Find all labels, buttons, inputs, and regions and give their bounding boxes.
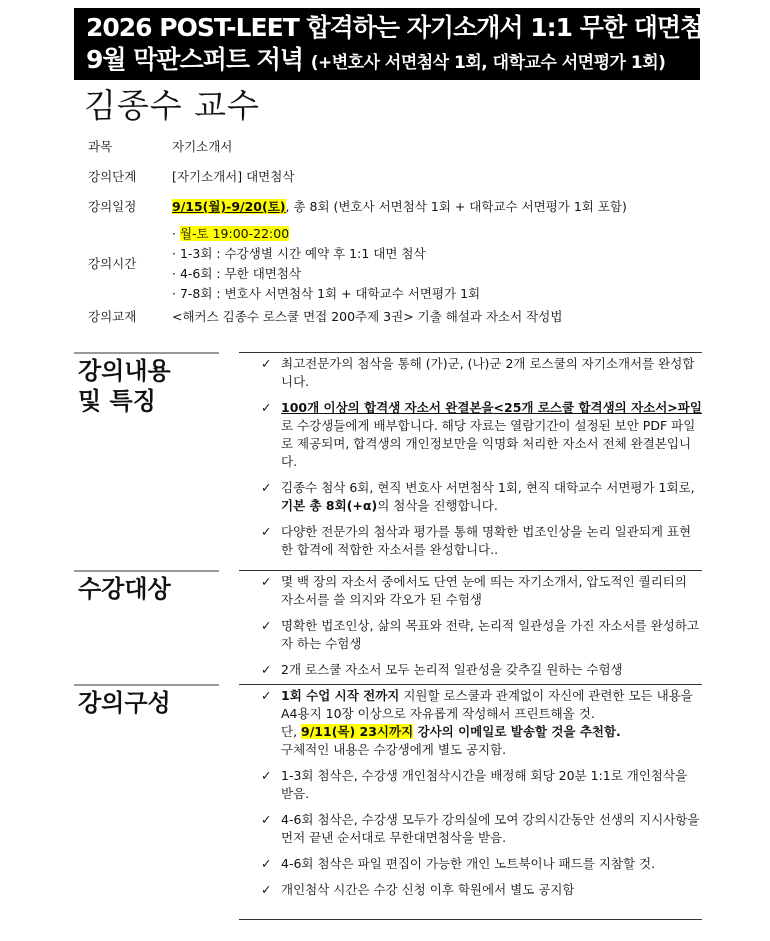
- professor-name: 김종수 교수: [84, 86, 260, 125]
- time-value: [172, 224, 708, 304]
- banner-line-1: 2026 POST-LEET 합격하는 자기소개서 1:1 무한 대면첨삭: [86, 13, 727, 42]
- list-item: ✓ 다양한 전문가의 첨삭과 평가를 통해 명확한 법조인상을 논리 일관되게 표현한 합격에 적합한 자소서를 완성합니다..: [261, 524, 692, 557]
- list-item: ✓ 100개 이상의 합격생 자소서 완결본을<25개 로스쿨 합격생의 자소서>파일로 수강생들에게 배부합니다. 해당 자료는 열람기간이 설정된 보안 PDF 파일로 제공되며, 합격생의 개인정보만을 익명화 처리한 자소서 전체 완결본입니다.: [261, 400, 702, 469]
- schedule-detail: , 총 8회 (변호사 서면첨삭 1회 + 대학교수 서면평가 1회 포함): [285, 199, 627, 214]
- list-item: ✓ 1회 수업 시작 전까지 지원할 로스쿨과 관계없이 자신에 관련한 모든 내용을 A4용지 10장 이상으로 자유롭게 작성해서 프린트해올 것. 단, 9/11(목) 23시까지 강사의 이메일로 발송할 것을 추천함. 구체적인 내용은 수강생에게 별도 공지함.: [261, 688, 693, 757]
- list-item: ✓ 4-6회 첨삭은, 수강생 모두가 강의실에 모여 강의시간동안 선생의 지시사항을 먼저 끝낸 순서대로 무한대면첨삭을 받음.: [261, 812, 700, 845]
- banner-line-2-main: 9월 막판스퍼트 저녁: [86, 45, 311, 74]
- list-item: ✓ 몇 백 장의 자소서 중에서도 단연 눈에 띄는 자기소개서, 압도적인 퀄리티의 자소서를 쓸 의지와 각오가 된 수험생: [261, 574, 687, 607]
- book-label: 강의교재: [88, 309, 137, 324]
- book-value: <해커스 김종수 로스쿨 면접 200주제 3권> 기출 해설과 자소서 작성법: [172, 309, 563, 324]
- schedule-value: [172, 192, 708, 222]
- course-info: [88, 132, 708, 330]
- list-item: ✓ 개인첨삭 시간은 수강 신청 이후 학원에서 별도 공지함: [261, 882, 575, 897]
- section-structure-body: [239, 684, 702, 907]
- time-line-3: · 4-6회 : 무한 대면첨삭: [172, 266, 302, 281]
- time-line-2: · 1-3회 : 수강생별 시간 예약 후 1:1 대면 첨삭: [172, 246, 426, 261]
- list-item: ✓ 최고전문가의 첨삭을 통해 (가)군, (나)군 2개 로스쿨의 자기소개서를 완성합니다.: [261, 356, 695, 389]
- time-line-1: · 월-토 19:00-22:00: [172, 226, 290, 241]
- subject-label: 과목: [88, 139, 113, 154]
- banner-line-2: [86, 44, 700, 79]
- section-content-title: 강의내용 및 특징: [74, 352, 219, 416]
- stage-value: [자기소개서] 대면첨삭: [172, 169, 295, 184]
- subject-value: 자기소개서: [172, 139, 233, 154]
- bottom-divider: [239, 919, 702, 920]
- schedule-label: 강의일정: [88, 199, 137, 214]
- section-content-body: [239, 352, 702, 567]
- stage-label: 강의단계: [88, 169, 137, 184]
- time-line-4: · 7-8회 : 변호사 서면첨삭 1회 + 대학교수 서면평가 1회: [172, 286, 481, 301]
- time-label: 강의시간: [88, 256, 137, 271]
- list-item: ✓ 2개 로스쿨 자소서 모두 논리적 일관성을 갖추길 원하는 수험생: [261, 662, 623, 677]
- list-item: ✓ 1-3회 첨삭은, 수강생 개인첨삭시간을 배정해 회당 20분 1:1로 개인첨삭을 받음.: [261, 768, 688, 801]
- list-item: ✓ 김종수 첨삭 6회, 현직 변호사 서면첨삭 1회, 현직 대학교수 서면평가 1회로, 기본 총 8회(+α)의 첨삭을 진행합니다.: [261, 480, 695, 513]
- list-item: ✓ 명확한 법조인상, 삶의 목표와 전략, 논리적 일관성을 가진 자소서를 완성하고자 하는 수험생: [261, 618, 700, 651]
- section-structure-title: 강의구성: [74, 684, 219, 718]
- schedule-dates: 9/15(월)-9/20(토): [172, 199, 286, 214]
- section-target-body: [239, 570, 702, 687]
- list-item: ✓ 4-6회 첨삭은 파일 편집이 가능한 개인 노트북이나 패드를 지참할 것.: [261, 856, 656, 871]
- title-banner: [74, 8, 727, 80]
- banner-line-2-sub: (+변호사 서면첨삭 1회, 대학교수 서면평가 1회): [310, 53, 666, 73]
- section-target-title: 수강대상: [74, 570, 219, 604]
